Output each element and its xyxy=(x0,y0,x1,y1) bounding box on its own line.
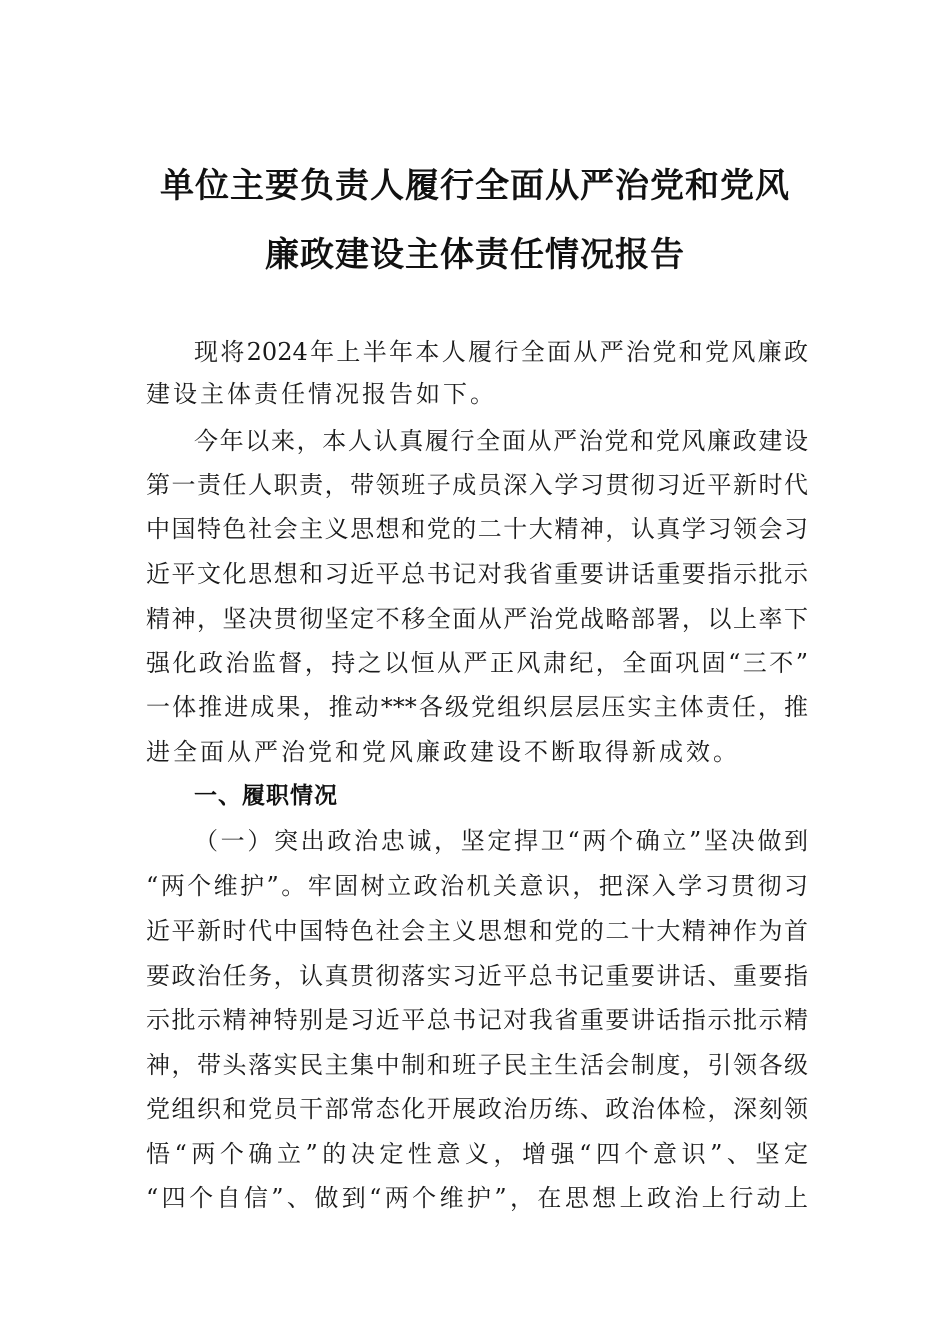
paragraph-2-line-3: 中国特色社会主义思想和党的二十大精神，认真学习领会习 xyxy=(146,515,808,543)
paragraph-2-line-6: 强化政治监督，持之以恒从严正风肃纪，全面巩固“三不” xyxy=(146,649,808,677)
paragraph-2-line-1: 今年以来，本人认真履行全面从严治党和党风廉政建设 xyxy=(194,427,808,455)
paragraph-3-line-7: 党组织和党员干部常态化开展政治历练、政治体检，深刻领 xyxy=(146,1095,808,1123)
paragraph-3-line-6: 神，带头落实民主集中制和班子民主生活会制度，引领各级 xyxy=(146,1051,808,1079)
paragraph-3-line-9: “四个自信”、做到“两个维护”，在思想上政治上行动上 xyxy=(146,1184,808,1212)
paragraph-2-line-2: 第一责任人职责，带领班子成员深入学习贯彻习近平新时代 xyxy=(146,471,808,499)
paragraph-3-line-1: （一）突出政治忠诚，坚定捍卫“两个确立”坚决做到 xyxy=(194,827,808,855)
paragraph-3-line-2: “两个维护”。牢固树立政治机关意识，把深入学习贯彻习 xyxy=(146,872,808,900)
paragraph-3-line-8: 悟“两个确立”的决定性意义，增强“四个意识”、坚定 xyxy=(146,1140,808,1168)
paragraph-1-line-1: 现将2024年上半年本人履行全面从严治党和党风廉政 xyxy=(194,338,808,366)
paragraph-2-line-8: 进全面从严治党和党风廉政建设不断取得新成效。 xyxy=(146,738,740,766)
document-title-line-2: 廉政建设主体责任情况报告 xyxy=(265,235,685,275)
paragraph-2-line-5: 精神，坚决贯彻坚定不移全面从严治党战略部署，以上率下 xyxy=(146,605,808,633)
paragraph-1-line-2: 建设主体责任情况报告如下。 xyxy=(146,380,497,408)
paragraph-3-line-3: 近平新时代中国特色社会主义思想和党的二十大精神作为首 xyxy=(146,917,808,945)
document-title-line-1: 单位主要负责人履行全面从严治党和党风 xyxy=(160,166,790,206)
paragraph-3-line-4: 要政治任务，认真贯彻落实习近平总书记重要讲话、重要指 xyxy=(146,962,808,990)
paragraph-2-line-7: 一体推进成果，推动***各级党组织层层压实主体责任，推 xyxy=(146,693,808,721)
section-heading: 一、履职情况 xyxy=(194,783,338,809)
paragraph-2-line-4: 近平文化思想和习近平总书记对我省重要讲话重要指示批示 xyxy=(146,560,808,588)
paragraph-3-line-5: 示批示精神特别是习近平总书记对我省重要讲话指示批示精 xyxy=(146,1006,808,1034)
